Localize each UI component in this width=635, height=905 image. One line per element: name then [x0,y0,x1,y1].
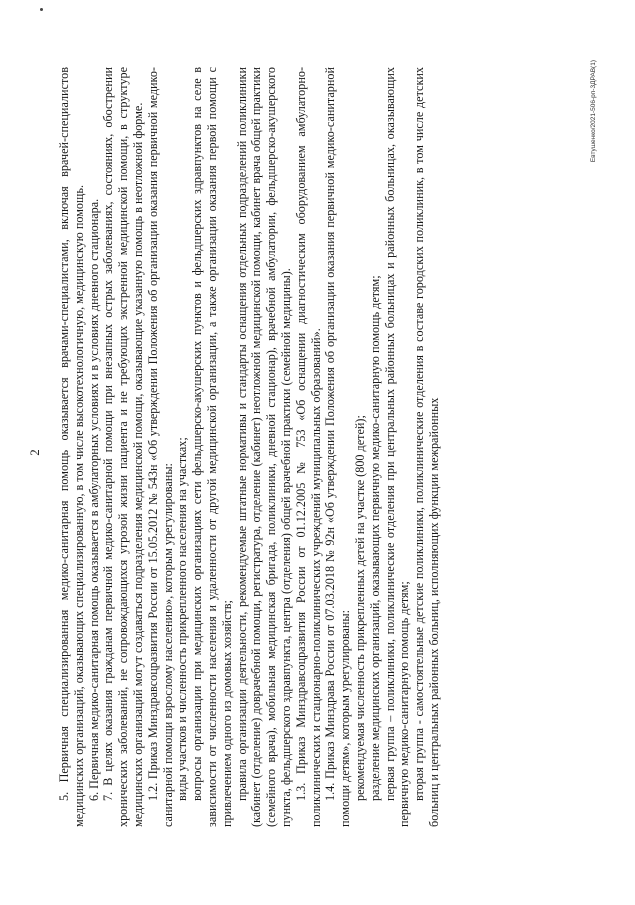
paragraph-5: 5. Первичная специализированная медико-санитарная помощь оказывается врачами-специалистами, включая врачей-специалистов медицинских организаций, оказывающих специализированную, в том числе высокотехнологичную, медицинскую помощь. [57,67,86,827]
list-item: первая группа – поликлиники, поликлинические отделения при центральных районных больницах и районных больницах, оказывающих первичную медико-санитарную помощь детям; [382,67,412,827]
paragraph-6: 6. Первичная медико-санитарная помощь оказывается в амбулаторных условиях и в условиях дневного стационара. [86,198,101,801]
list-item: вопросы организации при медицинских организациях сети фельдшерско-акушерских пунктов и фельдшерских здравпунктов на селе в зависимости от численности населения и удаленности от другой медицинской организации, а также организации оказания первой помощи с привлечением одного из домовых хозяйств; [190,67,234,827]
page-number: 2 [27,449,42,456]
list-item: рекомендуемая численность прикрепленных детей на участке (800 детей); [352,415,367,801]
list-item: правила организации деятельности, рекомендуемые штатные нормативы и стандарты оснащения отдельных подразделений поликлиники (кабинет (отделение) доврачебной помощи, регистратура, отделение (кабинет) неотложной медицинской помощи, кабинет врача общей практики (семейного врача), мобильная медицинская бригада, поликлиники, дневной стационар), врачебной амбулатории, фельдшерско-акушерского пункта, фельдшерского здравпункта, центра (отделения) общей врачебной практики (семейной медицины). [234,67,293,827]
paragraph-1-4: 1.4. Приказ Минздрава России от 07.03.2018 № 92н «Об утверждении Положения об организации оказания первичной медико-санитарной помощи детям», которым урегулированы: [323,67,353,827]
list-item: разделение медицинских организаций, оказывающих первичную медико-санитарную помощь детям; [367,275,382,801]
paragraph-1-2: 1.2. Приказ Минздравсоцразвития России от 15.05.2012 № 543н «Об утверждении Положения об организации оказания первичной медико-санитарной помощи взрослому населению», которым урегулированы: [145,67,175,827]
list-item: виды участков и численность прикрепленного населения на участках; [175,437,190,801]
document-footer-code: Евтушенко/2021-506-рп-3ДРАВ(1) [590,60,597,163]
paragraph-1-3: 1.3. Приказ Минздравсоцразвития России от 01.12.2005 № 753 «Об оснащении диагностическим оборудованием амбулаторно-поликлинических и стационарно-поликлинических учреждений муниципальных образований». [293,67,323,827]
list-item: вторая группа - самостоятельные детские поликлиники, поликлинические отделения в составе городских поликлиник, в том числе детских больниц и центральных районных больниц, исполняющих функции межрайонных [412,67,441,827]
document-body [57,67,442,827]
paragraph-7: 7. В целях оказания гражданам первичной медико-санитарной помощи при внезапных острых заболеваниях, состояниях, обострении хронических заболеваний, не сопровождающихся угрозой жизни пациента и не требующих экстренной медицинской помощи, в структуре медицинских организаций могут создаваться подразделения медицинской помощи, оказывающие указанную помощь в неотложной форме. [101,67,145,827]
